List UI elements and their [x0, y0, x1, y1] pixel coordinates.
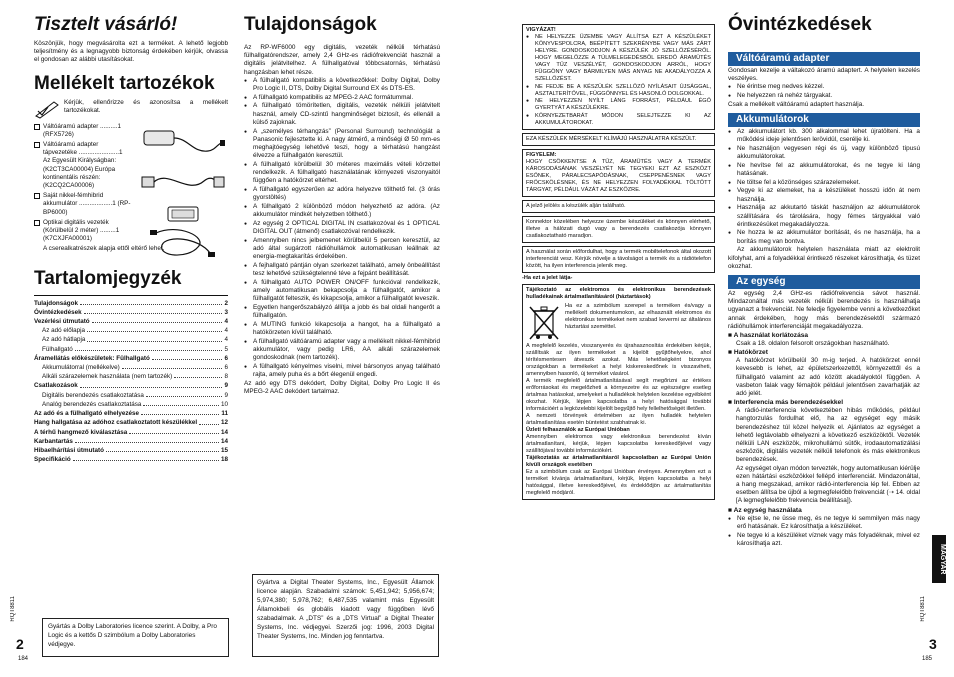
toc-row [34, 428, 228, 437]
left-column [34, 14, 228, 464]
connector-box [522, 216, 715, 243]
features-column [244, 14, 440, 397]
toc-page-number: 9 [224, 382, 228, 390]
feature-item: ● A fülhallgató kompatibilis a következőkkel: Dolby Digital, Dolby Pro Logic II, DTS, Dolby Digital Surround EX és DTS-ES. [244, 77, 440, 93]
page-number-right: 3 [929, 636, 937, 652]
subsection-interference: ■ Interferencia más berendezésekkel [728, 399, 844, 407]
weee-nonEU-text: Ez a szimbólum csak az Európai Unióban érvényes. Amennyiben ezt a terméket kívánja ártalmatlanítani, kérjük, lépjen kapcsolatba a helyi hatósággal, illetve kereskedőjével, és érdeklődjön az ártalmatlanítás megfelelő módjáról. [526, 469, 711, 496]
doc-code-right: RQT8811 [920, 596, 926, 622]
toc-entry-title: A térhű hangmező kiválasztása [34, 428, 128, 436]
toc-row [34, 354, 228, 363]
caution-item: ● NE FEDJE BE A KÉSZÜLÉK SZELLŐZŐ NYÍLÁSAIT ÚJSÁGGAL, ASZTALTERÍTŐVEL, FÜGGÖNNYEL ÉS HASONLÓ DOLGOKKAL. [526, 84, 711, 98]
accessories-title: Mellékelt tartozékok [34, 72, 215, 94]
warnings-column [522, 24, 715, 500]
toc-page-number: 8 [224, 373, 228, 381]
unit-bar: Az egység [728, 275, 920, 289]
toc-row [34, 372, 228, 381]
unit-use-item: ● Ne ejtse le, ne üsse meg, és ne tegye ki semmilyen más nagy erő hatásának. Ez károsíthatja a készüléket. [728, 515, 920, 531]
toc-page-number: 9 [224, 391, 228, 399]
caution-item: ● NE HELYEZZEN NYÍLT LÁNG FORRÁST, PÉLDÁUL ÉGŐ GYERTYÁT A KÉSZÜLÉKRE. [526, 98, 711, 112]
ac-adapter-bar: Váltóáramú adapter [728, 52, 920, 66]
toc-dots [152, 354, 223, 360]
battery-item: ● Ne használjon vegyesen régi és új, vagy különböző típusú akkumulátorokat. [728, 145, 920, 161]
precautions-column [728, 14, 920, 548]
crossed-bin-icon [526, 303, 562, 343]
battery-item: ● Ne töltse fel a közönséges szárazelemeket. [728, 179, 920, 187]
toc-row [34, 391, 228, 400]
weee-symbol-row [526, 303, 711, 343]
dts-box [252, 574, 439, 657]
feature-item: ● Amennyiben nincs jelbemenet körülbelül 5 percen keresztül, az adó által sugárzott rádióhullámok automatikusan leállnak az energia-megtakarítás érdekében. [244, 237, 440, 262]
toc-dots [92, 317, 223, 323]
figyelem-text: HOGY CSÖKKENTSE A TŰZ, ÁRAMÜTÉS VAGY A TERMÉK KÁROSODÁSÁNAK VESZÉLYÉT NE TEGYEKI EZT AZ ESZKÖZT ESŐNEK, PÁRALECSAPÓDÁSNAK, CSEPPENÉSNEK VAGY FRÖCSKÖLÉSNEK, ÉS NE HELYEZZEN FOLYADÉKKAL TÖLTÖTT TÁRGYAT, PÉLDÁUL VÁZÁT AZ ESZKÖZRE. [526, 159, 711, 193]
toc-entry-title: Tulajdonságok [34, 299, 78, 307]
figyelem-header: FIGYELEM: [526, 152, 557, 158]
feature-item: ● A fülhallgató körülbelül 30 méteres maximális vételi körzettel rendelkezik. A fülhallgató használatának környezeti viszonyaitól függően a hatókörzet eltérhet. [244, 161, 440, 186]
toc-entry-title: Alkáli szárazelemek használata (nem tartozék) [42, 373, 173, 381]
toc-row [34, 381, 228, 390]
feature-item: ● A fülhallgató kompatibilis az MPEG-2 AAC formátummal. [244, 94, 440, 102]
toc-entry-title: Áramellátás előkészületek: Fülhallgató [34, 354, 150, 362]
toc-row [34, 446, 228, 455]
toc-page-number: 4 [224, 318, 228, 326]
feature-item: ● A fülhallgató tömörítetlen, digitális, vezeték nélküli jelátvitelt használ, amely CD-szintű hangminőséget biztosít, és ellenáll a külső zajoknak. [244, 102, 440, 127]
greeting-title: Tisztelt vásárló! [34, 14, 178, 35]
toc-entry-title: Az adó és a fülhallgató elhelyezése [34, 410, 139, 418]
checkbox-icon [34, 220, 40, 226]
toc-entry-title: Akkumulátorral (mellékelve) [42, 364, 120, 372]
range-text: A hatókörzet körülbelül 30 m-ig terjed. A hatókörzet ennél kevesebb is lehet, az épületszerkezettől, környezettől és a fülhallgató valamint az adó között akadályoktól függően. A vasbeton falak vagy fémajtók például jelentősen zavarhatják az adó jelét. [736, 357, 920, 397]
weee-text-1: Ha ez a szimbólum szerepel a terméken és/vagy a mellékelt dokumentumokon, az elhasznált elektromos és elektronikus termékeket nem szabad kevermi az általános háztartási szeméttel. [565, 303, 711, 330]
toc-page-number: 5 [224, 345, 228, 353]
toc-dots [129, 428, 219, 434]
climate-text: EZA KÉSZÜLÉK MÉRSÉKELT KLÍMÁJÚ HASZNÁLATRA KÉSZÜLT. [526, 136, 697, 142]
toc-entry-title: Specifikáció [34, 456, 71, 464]
ac-item: ● Ne érintse meg nedves kézzel. [728, 83, 920, 91]
toc-row [34, 409, 228, 418]
feature-item: ● A fülhallgató 2 különböző módon helyezhető az adóra. (Az akkumulátor mindkét helyzetben tölthető.) [244, 203, 440, 219]
accessory-item: Váltóáramú adapter tápvezetéke .......................1 Az Egyesült Királyságban: (K2CT3CA00004) Európa kontinentális részén: (K2CQ2CA00006) [34, 141, 228, 190]
toc-page-number: 11 [221, 410, 228, 418]
weee-text-4: A nemzeti törvények értelmében az ilyen hulladék helytelen ártalmatlanítása esetén büntetést szabhatnak ki. [526, 413, 711, 426]
accessories-note-row [34, 99, 228, 119]
accessory-item: Váltóáramú adapter ..........1 (RFX5726) [34, 123, 228, 139]
weee-title: Tájékoztató az elektromos és elektronikus berendezések hulladékainak ártalmatlanításáról (háztartások) [526, 287, 711, 300]
ac-adapter-icon [138, 123, 226, 163]
toc-row [34, 308, 228, 317]
toc-dots [143, 400, 219, 406]
toc-dots [141, 409, 219, 415]
toc-page-number: 14 [220, 428, 228, 436]
precautions-title: Óvintézkedések [728, 14, 872, 35]
battery-item: ● Ne hevítse fel az akkumulátorokat, és ne tegye ki láng hatásának. [728, 162, 920, 178]
caution-item: ● KÖRNYEZETBARÁT MÓDON SELEJTEZZE KI AZ AKKUMULÁTOROKAT. [526, 113, 711, 127]
page-small-left: 184 [18, 656, 29, 662]
weee-box [522, 284, 715, 500]
checkbox-icon [34, 142, 40, 148]
battery-item: ● Használja az akkutartó táskát használjon az akkumulátorok szállítására és tárolására, hogy fémes tárgyakkal való érintkezésüket megakadályozza. [728, 204, 920, 229]
feature-item: ● Egyetlen hangerőszabályzó állítja a jobb és bal oldali hangerőt a fülhallgatón. [244, 304, 440, 320]
figyelem-box [522, 149, 715, 197]
caution-box [522, 24, 715, 130]
toc-row [34, 326, 228, 335]
accessory-item: Saját nikkel-fémhibrid akkumulátor ...................1 (RP-BP6000) [34, 192, 228, 217]
batteries-bar: Akkumulátorok [728, 113, 920, 127]
accessories-list [34, 123, 228, 244]
unit-use-item: ● Ne tegye ki a készüléket víznek vagy más folyadéknak, mivel ez károsíthatja azt. [728, 532, 920, 548]
connector-text: Konnektor közelében helyezze üzembe készüléket és könnyen elérhető, illetve a hálózati dugó vagy a berendezés csatlakozója könnyen csatlakoztatható maradjon. [526, 219, 711, 239]
page-number-left: 2 [16, 636, 24, 652]
toc-row [34, 345, 228, 354]
toc-dots [80, 299, 223, 305]
toc-page-number: 14 [220, 437, 228, 445]
toc-row [34, 317, 228, 326]
toc-row [34, 363, 228, 372]
interference-text: A rádió-interferencia következtében hibás működés, például hangtorzulás fordulhat elő, ha az egységet egy másik berendezéshez túl közel helyezik el. Ajánlatos az egységet a lehető legtávolabb elhelyezni a következő eszközöktől. Vezeték nélküli LAN eszközök, mikrohullámú sütők, irodaautomatizálási eszközök, digitális vezeték nélküli telefonok és más elektronikus berendezések. [736, 407, 920, 464]
feature-item: ● A fülhallgató egyszerűen az adóra helyezve tölthető fel. (3 órás gyorstöltés) [244, 186, 440, 202]
toc-entry-title: Az adó hátlapja [42, 336, 86, 344]
toc-entry-title: Hang hallgatása az adóhoz csatlakoztatott készülékkel [34, 419, 198, 427]
feature-item: ● A fejhallgató pántján olyan szerkezet található, amely önbeállítást tesz lehetővé szükségtelenné téve a fejpánt beállítását. [244, 262, 440, 278]
toc-entry-title: Analóg berendezés csatlakoztatása [42, 400, 142, 408]
dolby-box [42, 618, 229, 657]
toc-dots [146, 391, 223, 397]
toc-entry-title: Csatlakozások [34, 382, 78, 390]
checkbox-icon [34, 193, 40, 199]
toc-entry-title: Karbantartás [34, 437, 73, 445]
toc-entry-title: Vezérlési útmutató [34, 318, 90, 326]
feature-item: ● A fülhallgató kényelmes viselni, mivel bársonyos anyag található rajta, amely puha és a bőrt élegenül engedi. [244, 363, 440, 379]
power-cord-icon [138, 167, 226, 197]
toc-page-number: 4 [224, 327, 228, 335]
battery-item: ● Az akkumulátort kb. 300 alkalommal lehet újratölteni. Ha a működési ideje jelentősen lerövidül, cserélje ki. [728, 128, 920, 144]
toc-page-number: 15 [220, 446, 228, 454]
feature-item: ● Az egység 2 OPTICAL DIGITAL IN csatlakozóval és 1 OPTICAL DIGITAL OUT (átmenő) csatlakozóval rendelkezik. [244, 220, 440, 236]
radio-text: A használat során előfordulhat, hogy a termék mobiltelefonok által okozott interferenciát vesz. Kérjük növelje a távolságot a termék és a rádiótelefon között, ha ilyen interferencia jelenik meg. [526, 249, 711, 269]
features-title: Tulajdonságok [244, 14, 377, 35]
toc-page-number: 2 [224, 299, 228, 307]
feature-item: ● A fülhallgató AUTO POWER ON/OFF funkcióval rendelkezik, amely automatikusan bekapcsolja a fülhallgatót, amikor a fülhallgatót felteszik, és kikapcsolja, amikor a fülhallgatót leveszik. [244, 279, 440, 304]
ac-intro: Gondosan kezelje a váltakozó áramú adaptert. A helytelen kezelés veszélyes. [728, 67, 920, 83]
ac-note: Csak a mellékelt váltóáramú adaptert használja. [728, 100, 865, 108]
accessory-item: Optikai digitális vezeték (Körülbelül 2 méter) .........1 (K7CXJFA00001) [34, 219, 228, 244]
toc-dots [174, 372, 222, 378]
toc-dots [87, 326, 222, 332]
batteries-note: Az akkumulátorok helytelen használata miatt az elektrolit kifolyhat, ami a folyadékkal érintkező részeket károsíthatja, és tüzet okozhat. [728, 246, 920, 270]
accessories-replace-note: A cserealkatrészek alapja ettől eltérő lehet. [43, 245, 165, 253]
battery-item: ● Vegye ki az elemeket, ha a készüléket hosszú időn át nem használja. [728, 187, 920, 203]
toc-entry-title: Az adó előlapja [42, 327, 86, 335]
toc-dots [80, 381, 223, 387]
toc-dots [87, 335, 222, 341]
caution-header: VIGYÁZAT! [526, 27, 556, 33]
toc-row [34, 437, 228, 446]
toc-row [34, 418, 228, 427]
weee-business-title: Üzleti felhasználók az Európai Unióban [526, 427, 630, 433]
optical-cable-icon [148, 227, 218, 261]
caution-list [526, 34, 711, 127]
pen-check-icon [34, 99, 62, 119]
usage-limit-text: Csak a 18. oldalon felsorolt országokban használható. [736, 339, 890, 347]
weee-text-3: A termék megfelelő ártalmatlanításával segít megőrizni az értékes erőforrásokat és megelőzheti a környezetre és az egészségre esetleg ártalmas hatásokat, amelyeket a hulladékok helytelen kezelése egyébként okozhat. Kérjük, lépjen kapcsolatba a helyi hatósággal további információért a legközelebbi kijelölt begyűjtő hely fellelhetőségét illetően. [526, 378, 711, 412]
toc-page-number: 6 [224, 364, 228, 372]
weee-business-text: Amennyiben elektromos vagy elektronikus berendezést kíván ártalmatlanítani, kérjük, lépjen kapcsolatba kereskedőjével vagy szállítójával további információkért. [526, 434, 711, 454]
toc-list [34, 295, 228, 465]
toc-dots [122, 363, 223, 369]
toc-entry-title: Digitális berendezés csatlakoztatása [42, 391, 144, 399]
toc-page-number: 4 [224, 336, 228, 344]
toc-dots [199, 418, 219, 424]
feature-item: ● A fülhallgató váltóáramú adapter vagy a mellékelt nikkel-fémhibrid akkumulátor, vagy pedig LR6, AA alkáli szárazelemek gondoskodnak (nem tartozék). [244, 338, 440, 363]
toc-dots [75, 345, 223, 351]
label-note-box [522, 200, 715, 213]
greeting-intro: Köszönjük, hogy megvásárolta ezt a terméket. A lehető legjobb teljesítmény és a legnagyobb biztonság érdekében kérjük, olvassa el gondosan az alábbi utasításokat. [34, 40, 228, 64]
features-intro: Az RP-WF6000 egy digitális, vezeték nélküli térhatású fülhallgatórendszer, amely 2,4 GHz-es rádiófrekvenciát használ a digitális jelátvitelhez. A fülhallgatóval többcsatornás, térhatású hangzásban lehet része. [244, 44, 440, 76]
toc-page-number: 3 [224, 308, 228, 316]
dolby-text: Gyártás a Dolby Laboratories licence szerint. A Dolby, a Pro Logic és a kettős D szimbólum a Dolby Laboratories védjegye. [48, 623, 217, 648]
unit-use-list [728, 515, 920, 548]
toc-row [34, 299, 228, 308]
feature-item: ● A „személyes térhangzás” (Personal Surround) technológiát a Panasonic fejlesztette ki. A nagy átmérő, a minőségi Ø 50 mm-es meghajtóegység lehetővé teszi, hogy a térhatású hangzást élvezze a fülhallgatón keresztül. [244, 128, 440, 161]
unit-intro: Az egység 2,4 GHz-es rádiófrekvencia sávot használ. Mindazonáltal más vezeték nélküli berendezés is használhatja ugyanazt a frekvenciát. Ne feledje figyelembe venni a következőket annak érdekében, hogy más berendezésektől származó rádióhullámok interferenciáját megakadályozza. [728, 289, 920, 330]
toc-dots [73, 455, 219, 461]
ac-item: ● Ne helyezzen rá nehéz tárgyakat. [728, 92, 920, 100]
toc-page-number: 18 [220, 456, 228, 464]
subsection-unit-use: ■ Az egység használata [728, 506, 802, 514]
toc-entry-title: Óvintézkedések [34, 308, 82, 316]
caution-item: ● NE HELYEZZE ÜZEMBE VAGY ÁLLÍTSA EZT A KÉSZÜLÉKET KÖNYVESPOLCRA, BEÉPÍTETT SZEKRÉNYBE VAGY MÁS ZÁRT HELYRE. GONDOSKODJON A KÉSZÜLÉK JÓ SZELLŐZÉSÉRŐL. HOGY MEGELŐZZE A TÚLMELEGEDÉSBŐL EREDŐ ÁRAMÜTÉS VAGY TŰZ VESZÉLYÉT, GONDOSKODJON ARRÓL, HOGY FÜGGÖNY VAGY BÁRMILYEN MÁS ANYAG NE AKADÁLYOZZA A SZELLŐZÉST. [526, 34, 711, 83]
label-note: A jelző jelölés a készülék alján található. [526, 203, 626, 209]
interference-text-2: Az egységet olyan módon tervezték, hogy automatikusan kiérülje ezen hátártási eszközökkel fellépő interferenciát. Mindazonáltal, a hang megszakad, amikor rádió-interferencia lép fel. Ebben az esetben állítsa be újból a legmegfelelőbb frekvenciát (➝ 14. oldal [A legmegfelelőbb frekvencia beállítása]). [736, 464, 921, 505]
toc-dots [84, 308, 223, 314]
batteries-list [728, 128, 920, 246]
toc-row [34, 455, 228, 464]
doc-code-left: RQT8811 [10, 596, 16, 622]
toc-entry-title: Hibaelhárítási útmutató [34, 446, 104, 454]
subsection-usage-limit: ■ A használat korlátozása [728, 331, 809, 339]
toc-page-number: 10 [220, 400, 228, 408]
weee-nonEU-title: Tájékoztatás az ártalmatlanításról kapcsolatban az Európai Unión kívüli országok esetében [526, 455, 711, 468]
toc-row [34, 335, 228, 344]
toc-entry-title: Fülhallgató [42, 345, 73, 353]
dts-text: Gyártva a Digital Theater Systems, Inc., Egyesült Államok licence alapján. Szabadalmi számok: 5,451,942; 5,956,674; 5,974,380; 5,978,762; 6,487,535 valamint más Egyesült Államokbeli és globális kiadott vagy függőben lévő szabadalmak. A „DTS” és a „DTS Virtual” a Digital Theater Systems, Inc. védjegyei. Szerzői jog: 1996, 2003 Digital Theater Systems, Inc. Minden jog fenntartva. [257, 579, 434, 640]
toc-dots [75, 437, 219, 443]
feature-item: ● A MUTING funkció kikapcsolja a hangot, ha a fülhallgató a hatókörzeten kívül található. [244, 321, 440, 337]
accessories-note: Kérjük, ellenőrizze és azonosítsa a mellékelt tartozékokat. [63, 98, 228, 114]
features-outro: Az adó egy DTS dekódert, Dolby Digital, Dolby Pro Logic II és MPEG-2 AAC dekódert tartalmaz. [244, 380, 440, 396]
subsection-range: ■ Hatókörzet [728, 349, 768, 357]
toc-row [34, 400, 228, 409]
battery-icon [164, 203, 204, 225]
toc-page-number: 6 [224, 354, 228, 362]
climate-box [522, 133, 715, 146]
ac-list [728, 83, 920, 100]
language-tab: MAGYAR [932, 535, 946, 583]
toc-page-number: 12 [220, 419, 228, 427]
weee-text-2: A megfelelő kezelés, visszanyerés és újrahasznosítás érdekében kérjük, szállítsák az ilyen termékeket a kijelölt gyűjtőhelyekre, ahol térítésmentesen átveszik azokat. Más lehetőségként bizonyos országokban a termékeket a helyi kiskereskedőnek is visszaviheti, amennyiben hasonló, új terméket vásárol. [526, 343, 711, 377]
radio-box [522, 246, 715, 273]
toc-title: Tartalomjegyzék [34, 267, 182, 289]
battery-item: ● Ne hozza le az akkumulátor borítását, és ne használja, ha a borítás meg van bontva. [728, 229, 920, 245]
page-small-right: 185 [922, 656, 933, 662]
toc-dots [106, 446, 219, 452]
features-list [244, 77, 440, 379]
if-you-see-label: -Ha ezt a jelet látja- [522, 275, 573, 281]
checkbox-icon [34, 124, 40, 130]
